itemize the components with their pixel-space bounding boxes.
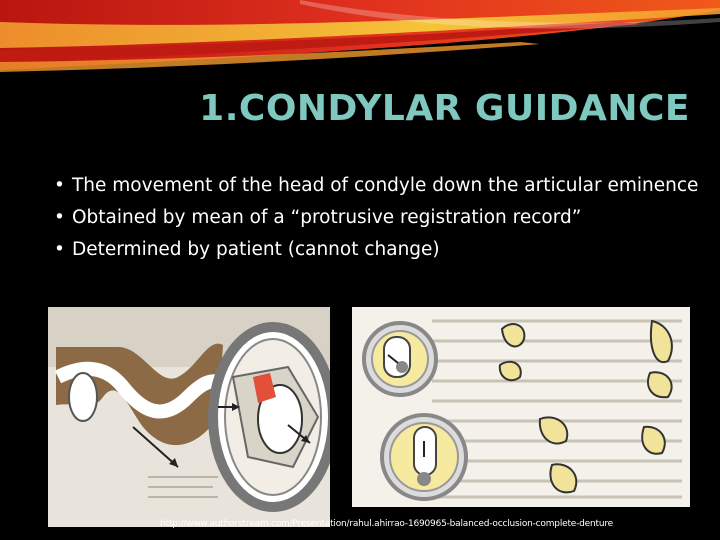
- bullet-item: [52, 176, 712, 196]
- bullet-text: Determined by patient (cannot change): [72, 239, 440, 260]
- bullet-glyph: •: [54, 207, 65, 228]
- bullet-list: [52, 176, 712, 272]
- source-url: http://www.authorstream.com/Presentation/rahul.ahirrao-1690965-balanced-occlusion-complete-denture: [160, 519, 613, 529]
- slide-title: 1.CONDYLAR GUIDANCE: [199, 88, 690, 129]
- bullet-item: [52, 208, 712, 228]
- bullet-text: Obtained by mean of a “protrusive registration record”: [72, 207, 582, 228]
- decorative-swoosh-banner: [0, 0, 720, 80]
- bullet-glyph: •: [54, 175, 65, 196]
- bullet-glyph: •: [54, 239, 65, 260]
- bullet-text: The movement of the head of condyle down the articular eminence: [72, 175, 699, 196]
- condyle-eminence-illustration: [48, 307, 330, 527]
- bullet-item: [52, 240, 712, 260]
- protrusive-record-illustration: [352, 307, 690, 507]
